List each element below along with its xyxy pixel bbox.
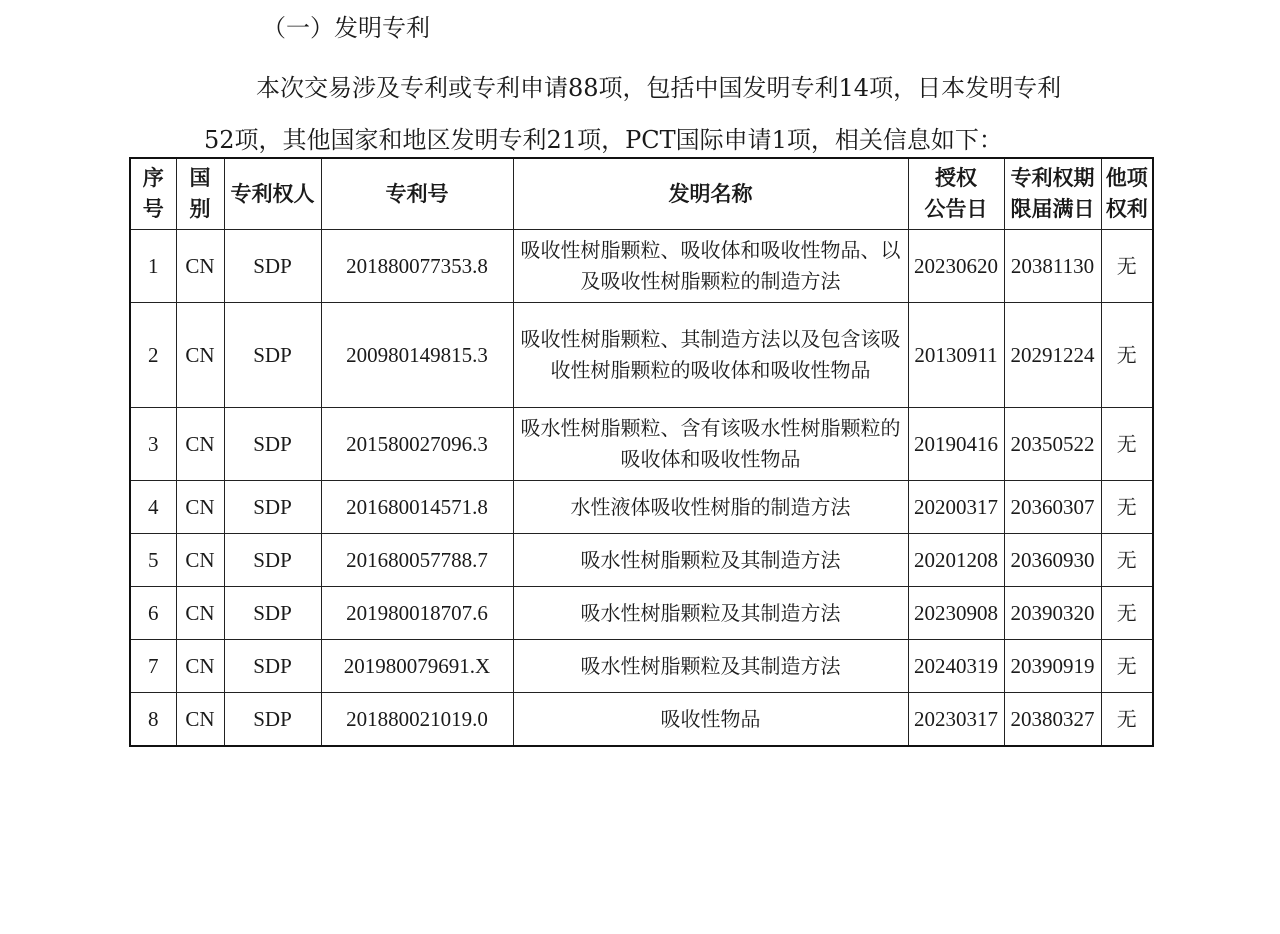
cell-patent-no: 201980018707.6 (321, 587, 513, 640)
cell-title: 吸水性树脂颗粒及其制造方法 (513, 640, 908, 693)
header-holder: 专利权人 (224, 158, 321, 230)
cell-title: 水性液体吸收性树脂的制造方法 (513, 481, 908, 534)
header-country-line1: 国 (189, 166, 211, 190)
table-row (130, 230, 1153, 303)
table-row (130, 303, 1153, 408)
cell-grant-date: 20230908 (908, 587, 1004, 640)
cell-title: 吸收性树脂颗粒、吸收体和吸收性物品、以及吸收性树脂颗粒的制造方法 (513, 230, 908, 303)
cell-holder: SDP (224, 534, 321, 587)
cell-other-rights: 无 (1101, 408, 1153, 481)
cell-grant-date: 20201208 (908, 534, 1004, 587)
cell-patent-no: 201880077353.8 (321, 230, 513, 303)
cell-title: 吸收性树脂颗粒、其制造方法以及包含该吸收性树脂颗粒的吸收体和吸收性物品 (513, 303, 908, 408)
cell-seq: 6 (130, 587, 176, 640)
header-expiry-line1: 专利权期 (1010, 166, 1095, 190)
cell-seq: 4 (130, 481, 176, 534)
header-title: 发明名称 (513, 158, 908, 230)
table-row (130, 640, 1153, 693)
cell-title: 吸水性树脂颗粒、含有该吸水性树脂颗粒的吸收体和吸收性物品 (513, 408, 908, 481)
cell-country: CN (176, 587, 224, 640)
cell-seq: 3 (130, 408, 176, 481)
table-row (130, 481, 1153, 534)
cell-grant-date: 20200317 (908, 481, 1004, 534)
header-seq-line2: 号 (142, 197, 164, 221)
cell-title: 吸水性树脂颗粒及其制造方法 (513, 587, 908, 640)
cell-patent-no: 200980149815.3 (321, 303, 513, 408)
cell-other-rights: 无 (1101, 693, 1153, 747)
cell-other-rights: 无 (1101, 587, 1153, 640)
cell-seq: 8 (130, 693, 176, 747)
cell-other-rights: 无 (1101, 481, 1153, 534)
cell-holder: SDP (224, 408, 321, 481)
cell-other-rights: 无 (1101, 230, 1153, 303)
section-heading: （一）发明专利 (262, 14, 430, 42)
cell-country: CN (176, 693, 224, 747)
table-row (130, 587, 1153, 640)
cell-other-rights: 无 (1101, 640, 1153, 693)
cell-expiry-date: 20291224 (1004, 303, 1101, 408)
cell-holder: SDP (224, 640, 321, 693)
header-expiry-date (1004, 158, 1101, 230)
cell-patent-no: 201680057788.7 (321, 534, 513, 587)
cell-country: CN (176, 230, 224, 303)
cell-other-rights: 无 (1101, 303, 1153, 408)
cell-expiry-date: 20360930 (1004, 534, 1101, 587)
table-row (130, 534, 1153, 587)
cell-title: 吸收性物品 (513, 693, 908, 747)
cell-country: CN (176, 303, 224, 408)
cell-expiry-date: 20390919 (1004, 640, 1101, 693)
table-row (130, 693, 1153, 747)
cell-country: CN (176, 481, 224, 534)
table-row (130, 408, 1153, 481)
cell-country: CN (176, 534, 224, 587)
cell-seq: 7 (130, 640, 176, 693)
cell-other-rights: 无 (1101, 534, 1153, 587)
cell-patent-no: 201980079691.X (321, 640, 513, 693)
cell-patent-no: 201580027096.3 (321, 408, 513, 481)
cell-grant-date: 20230620 (908, 230, 1004, 303)
cell-expiry-date: 20360307 (1004, 481, 1101, 534)
cell-expiry-date: 20380327 (1004, 693, 1101, 747)
intro-paragraph: 本次交易涉及专利或专利申请88项，包括中国发明专利14项，日本发明专利52项，其他国家和地区发明专利21项，PCT国际申请1项，相关信息如下： (204, 74, 1062, 154)
cell-seq: 5 (130, 534, 176, 587)
cell-grant-date: 20240319 (908, 640, 1004, 693)
cell-country: CN (176, 408, 224, 481)
header-expiry-line2: 限届满日 (1010, 197, 1095, 221)
header-other-rights (1101, 158, 1153, 230)
cell-holder: SDP (224, 481, 321, 534)
cell-grant-date: 20230317 (908, 693, 1004, 747)
cell-seq: 1 (130, 230, 176, 303)
patent-table (129, 157, 1154, 747)
cell-expiry-date: 20350522 (1004, 408, 1101, 481)
table-header-row (130, 158, 1153, 230)
header-grant-date (908, 158, 1004, 230)
header-seq-line1: 序 (142, 166, 164, 190)
cell-grant-date: 20130911 (908, 303, 1004, 408)
header-country (176, 158, 224, 230)
header-seq (130, 158, 176, 230)
cell-holder: SDP (224, 230, 321, 303)
cell-patent-no: 201680014571.8 (321, 481, 513, 534)
cell-holder: SDP (224, 303, 321, 408)
cell-title: 吸水性树脂颗粒及其制造方法 (513, 534, 908, 587)
cell-holder: SDP (224, 693, 321, 747)
cell-country: CN (176, 640, 224, 693)
header-country-line2: 别 (189, 197, 211, 221)
header-grant-line2: 公告日 (924, 197, 988, 221)
cell-seq: 2 (130, 303, 176, 408)
cell-expiry-date: 20390320 (1004, 587, 1101, 640)
header-grant-line1: 授权 (935, 166, 977, 190)
header-rights-line1: 他项 (1105, 166, 1148, 190)
header-rights-line2: 权利 (1105, 197, 1148, 221)
cell-holder: SDP (224, 587, 321, 640)
cell-patent-no: 201880021019.0 (321, 693, 513, 747)
cell-expiry-date: 20381130 (1004, 230, 1101, 303)
cell-grant-date: 20190416 (908, 408, 1004, 481)
header-patent-no: 专利号 (321, 158, 513, 230)
